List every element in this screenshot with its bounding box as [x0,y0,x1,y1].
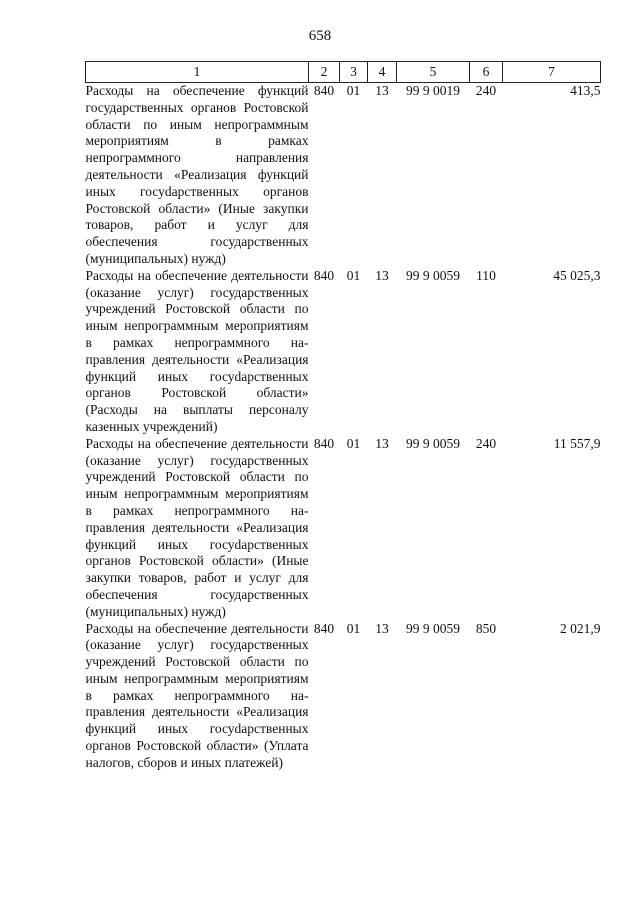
row-description: Расходы на обеспечение деятельности (оказание услуг) государственных учреждений Ростовской области по иным непрограммным мероприятиям в рамках непрограммного направления деятельности «Реализация функций иных госуdарственных органов Ростовской области» (Иные закупки товаров, работ и услуг для обеспечения государственных (муниципальных) нужд) [85,435,309,619]
cell-code-5: 99 9 0059 [406,267,460,283]
cell-code-4: 13 [375,267,389,283]
cell-code-3: 01 [346,83,361,98]
row-description: Расходы на обеспечение деятельности (оказание услуг) государственных учреждений Ростовской области по иным непрограммным мероприятиям в рамках непрограммного направления деятельности «Реализация функций иных госуdарственных органов Ростовской области» (Расходы на выплаты персоналу казенных учреждений) [85,267,309,434]
cell-code-6: 240 [475,83,497,98]
cell-code-4: 13 [375,83,389,98]
cell-amount: 2 021,9 [560,620,601,636]
cell-code-2: 840 [313,83,335,98]
table-row [86,268,601,436]
row-description: Расходы на обеспечение функций государственных органов Ростовской области по иным непрограммным мероприятиям в рамках непрограммного направления деятельности «Реализация функций иных госуdарственных органов Ростовской области» (Иные закупки товаров, работ и услуг для обеспечения государственных (муниципальных) нужд) [85,83,309,266]
cell-code-6: 850 [475,620,497,636]
cell-code-6: 240 [475,435,497,451]
cell-code-6: 110 [476,267,496,283]
column-header-4: 4 [368,62,397,83]
table-row [86,83,601,268]
column-header-2: 2 [309,62,340,83]
cell-code-3: 01 [346,620,361,636]
row-description: Расходы на обеспечение деятельности (оказание услуг) государственных учреждений Ростовской области по иным непрограммным мероприятиям в рамках непрограммного направления деятельности «Реализация функций иных госуdарственных органов Ростовской области» (Уплата налогов, сборов и иных платежей) [85,620,309,770]
cell-code-3: 01 [346,267,361,283]
table-row [86,621,601,772]
column-header-5: 5 [397,62,470,83]
cell-amount: 413,5 [570,83,601,98]
cell-code-2: 840 [313,267,335,283]
cell-code-2: 840 [313,620,335,636]
column-header-6: 6 [470,62,503,83]
cell-code-5: 99 9 0059 [406,435,460,451]
table-row [86,436,601,621]
cell-code-3: 01 [346,435,361,451]
cell-amount: 11 557,9 [553,435,601,451]
cell-code-2: 840 [313,435,335,451]
table-header-row [86,62,601,83]
cell-code-4: 13 [375,620,389,636]
cell-code-5: 99 9 0019 [406,83,460,98]
cell-amount: 45 025,3 [553,267,601,283]
cell-code-4: 13 [375,435,389,451]
column-header-7: 7 [503,62,601,83]
column-header-1: 1 [86,62,309,83]
budget-table [85,61,601,772]
cell-code-5: 99 9 0059 [406,620,460,636]
column-header-3: 3 [340,62,368,83]
page-number: 658 [308,28,332,44]
